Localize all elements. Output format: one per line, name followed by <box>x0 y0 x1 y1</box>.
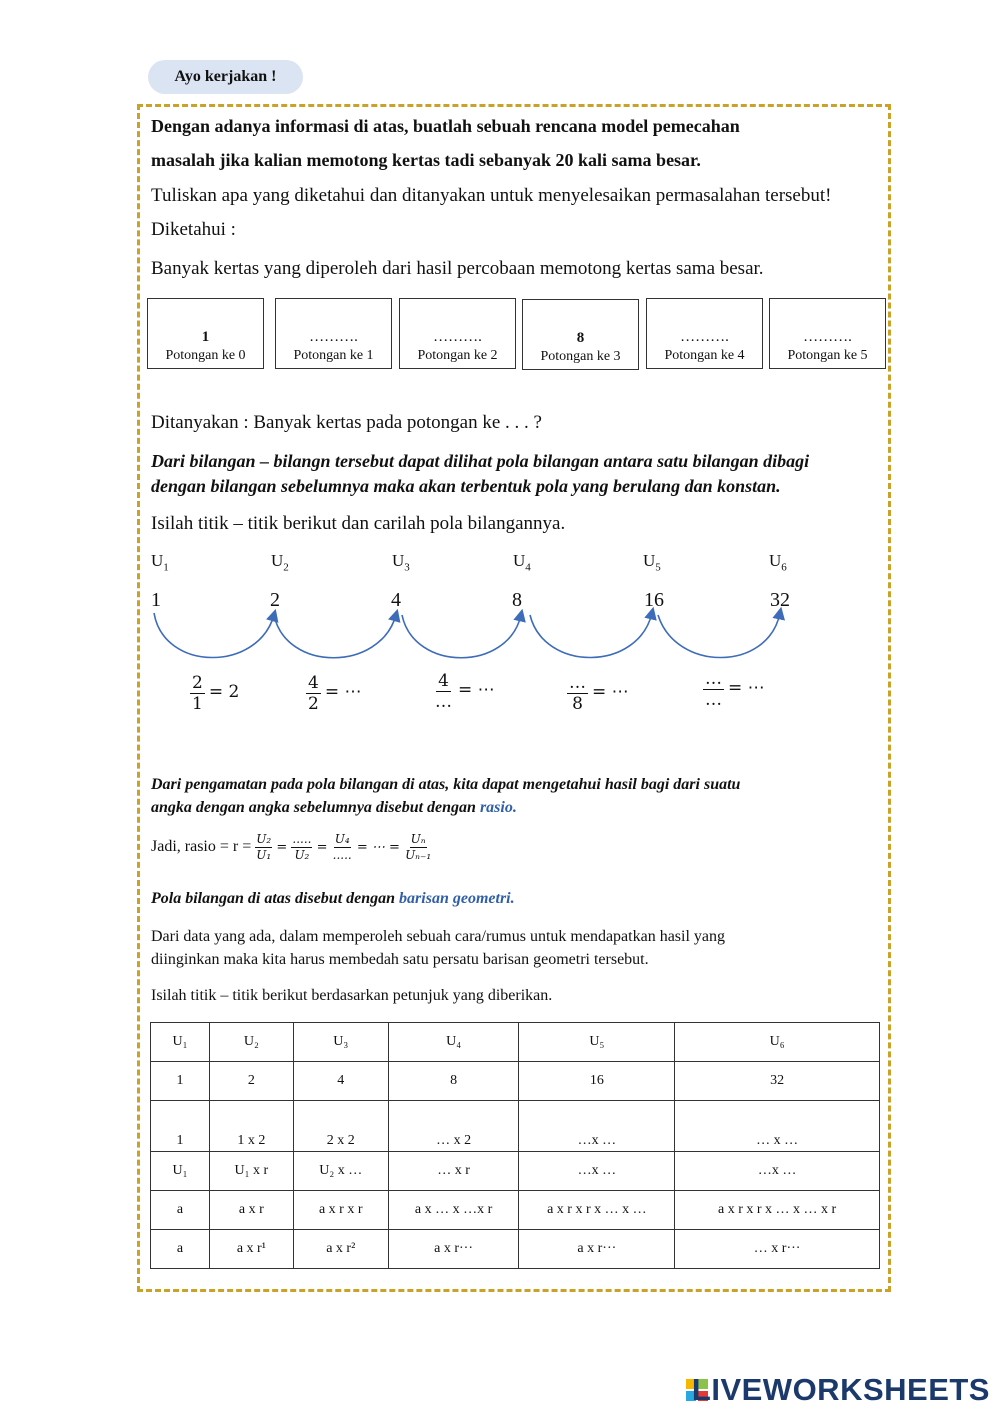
sequence-number-5: 16 <box>644 589 664 611</box>
table-cell[interactable]: a x … x …x r <box>388 1191 519 1230</box>
rasio-formula: Jadi, rasio = r = $\frac{\text{U₂}}{\text{U₁}}$ = ..... U₂ = U₄ ..... = ⋯ = $\frac{\text{Uₙ}}{\text{Uₙ₋₁}}$ <box>151 832 432 862</box>
potongan-box-4 <box>646 298 763 369</box>
box-value[interactable]: ………. <box>803 329 852 345</box>
box-value: 1 <box>201 329 210 345</box>
table-cell[interactable]: …x … <box>675 1152 880 1191</box>
arc-3 <box>402 615 521 658</box>
table-cell: U₁ <box>151 1152 210 1191</box>
ratio-fraction-2: $\frac{4}{2}$ = ⋯ <box>308 673 362 714</box>
u-label-6: $U_6$ <box>769 551 787 574</box>
table-cell: U₆ <box>675 1023 880 1062</box>
table-cell[interactable]: … x … <box>675 1101 880 1152</box>
table-cell[interactable]: …x … <box>519 1152 675 1191</box>
table-cell[interactable]: … x r··· <box>675 1230 880 1269</box>
pengamatan-text: angka dengan angka sebelumnya disebut dengan <box>151 799 476 816</box>
liveworksheets-logo: LIVEWORKSHEETS <box>691 1372 990 1407</box>
table-row <box>151 1023 880 1062</box>
banyak-kertas-text: Banyak kertas yang diperoleh dari hasil percobaan memotong kertas sama besar. <box>151 258 764 279</box>
pengamatan-line-1: Dari pengamatan pada pola bilangan di atas, kita dapat mengetahui hasil bagi dari suatu <box>151 776 741 793</box>
table-cell: 4 <box>293 1062 388 1101</box>
table-cell: 32 <box>675 1062 880 1101</box>
table-cell[interactable]: … x 2 <box>388 1101 519 1152</box>
box-value[interactable]: ………. <box>433 329 482 345</box>
sequence-number-3: 4 <box>391 589 401 611</box>
diketahui-label: Diketahui : <box>151 219 236 240</box>
table-cell[interactable]: a x r x r x … x … <box>519 1191 675 1230</box>
box-label: Potongan ke 2 <box>417 348 498 363</box>
pola-disebut-line <box>151 890 515 908</box>
pola-line-2: dengan bilangan sebelumnya maka akan terbentuk pola yang berulang dan konstan. <box>151 476 781 496</box>
u-label-3: $U_3$ <box>392 551 410 574</box>
table-cell[interactable]: a x r··· <box>388 1230 519 1269</box>
u-label-5: $U_5$ <box>643 551 661 574</box>
table-row <box>151 1101 880 1152</box>
intro-bold-line-1: Dengan adanya informasi di atas, buatlah sebuah rencana model pemecahan <box>151 116 740 136</box>
sequence-number-1: 1 <box>151 589 161 611</box>
potongan-box-0 <box>147 298 264 369</box>
table-cell[interactable]: a x r x r x … x … x r <box>675 1191 880 1230</box>
isilah-text-2: Isilah titik – titik berikut berdasarkan petunjuk yang diberikan. <box>151 987 553 1004</box>
potongan-box-1 <box>275 298 392 369</box>
section-badge: Ayo kerjakan ! <box>148 60 303 94</box>
box-label: Potongan ke 4 <box>664 348 745 363</box>
table-cell: 16 <box>519 1062 675 1101</box>
sequence-number-4: 8 <box>512 589 522 611</box>
dari-data-line-2: diinginkan maka kita harus membedah satu persatu barisan geometri tersebut. <box>151 951 649 968</box>
table-cell: a <box>151 1230 210 1269</box>
box-value: 8 <box>576 330 585 346</box>
pengamatan-line-2 <box>151 799 517 817</box>
pola-disebut-text: Pola bilangan di atas disebut dengan <box>151 890 396 907</box>
table-cell: U₁ x r <box>209 1152 293 1191</box>
potongan-box-5 <box>769 298 886 369</box>
box-value[interactable]: ………. <box>680 329 729 345</box>
arc-4 <box>530 613 652 658</box>
table-cell: U₁ <box>151 1023 210 1062</box>
isilah-text-1: Isilah titik – titik berikut dan carilah pola bilangannya. <box>151 513 566 534</box>
ditanyakan-text: Ditanyakan : Banyak kertas pada potongan ke . . . ? <box>151 412 542 433</box>
table-row <box>151 1152 880 1191</box>
u-label-1: $U_1$ <box>151 551 169 574</box>
table-cell: a x r x r <box>293 1191 388 1230</box>
sequence-arcs <box>140 600 800 670</box>
arc-5 <box>658 613 780 658</box>
ratio-fraction-4: $\frac{\dots}{8}$ = ⋯ <box>569 673 629 714</box>
table-cell: U₂ <box>209 1023 293 1062</box>
table-cell[interactable]: … x r <box>388 1152 519 1191</box>
table-cell[interactable]: a x r··· <box>519 1230 675 1269</box>
table-cell: 1 x 2 <box>209 1101 293 1152</box>
intro-bold-line-2: masalah jika kalian memotong kertas tadi sebanyak 20 kali sama besar. <box>151 150 701 170</box>
table-cell: 1 <box>151 1101 210 1152</box>
box-label: Potongan ke 0 <box>165 348 246 363</box>
table-cell: 2 <box>209 1062 293 1101</box>
pola-line-1: Dari bilangan – bilangn tersebut dapat dilihat pola bilangan antara satu bilangan dibagi <box>151 451 810 471</box>
table-cell: a x r² <box>293 1230 388 1269</box>
table-cell[interactable]: …x … <box>519 1101 675 1152</box>
box-label: Potongan ke 3 <box>540 349 621 364</box>
table-cell: a x r <box>209 1191 293 1230</box>
table-cell[interactable]: U₂ x … <box>293 1152 388 1191</box>
u-label-4: $U_4$ <box>513 551 531 574</box>
ratio-fraction-3: $\frac{4}{\dots}$ = ⋯ <box>435 671 495 712</box>
potongan-box-3 <box>522 299 639 370</box>
table-cell: 2 x 2 <box>293 1101 388 1152</box>
barisan-geometri-term: barisan geometri. <box>399 890 515 907</box>
box-label: Potongan ke 5 <box>787 348 868 363</box>
sequence-number-2: 2 <box>270 589 280 611</box>
ratio-fraction-1: $\frac{2}{1}$ = 2 <box>192 673 240 714</box>
table-cell: U₄ <box>388 1023 519 1062</box>
jadi-text: Jadi, rasio = r = <box>151 838 252 855</box>
table-cell: 1 <box>151 1062 210 1101</box>
table-row <box>151 1230 880 1269</box>
box-label: Potongan ke 1 <box>293 348 374 363</box>
table-cell: a x r¹ <box>209 1230 293 1269</box>
table-cell: 8 <box>388 1062 519 1101</box>
table-cell: U₅ <box>519 1023 675 1062</box>
geometric-sequence-table <box>150 1022 880 1269</box>
potongan-box-2 <box>399 298 516 369</box>
sequence-number-6: 32 <box>770 589 790 611</box>
table-cell: U₃ <box>293 1023 388 1062</box>
dari-data-line-1: Dari data yang ada, dalam memperoleh sebuah cara/rumus untuk mendapatkan hasil yang <box>151 928 726 945</box>
arc-2 <box>274 615 396 658</box>
u-label-2: $U_2$ <box>271 551 289 574</box>
rasio-term: rasio. <box>479 799 517 816</box>
box-value[interactable]: ………. <box>309 329 358 345</box>
instruction-text: Tuliskan apa yang diketahui dan ditanyakan untuk menyelesaikan permasalahan tersebut! <box>151 185 832 206</box>
arc-1 <box>154 613 274 658</box>
table-cell: a <box>151 1191 210 1230</box>
ratio-fraction-5: $\frac{\dots}{\dots}$ = ⋯ <box>705 669 765 710</box>
table-row <box>151 1062 880 1101</box>
table-row <box>151 1191 880 1230</box>
